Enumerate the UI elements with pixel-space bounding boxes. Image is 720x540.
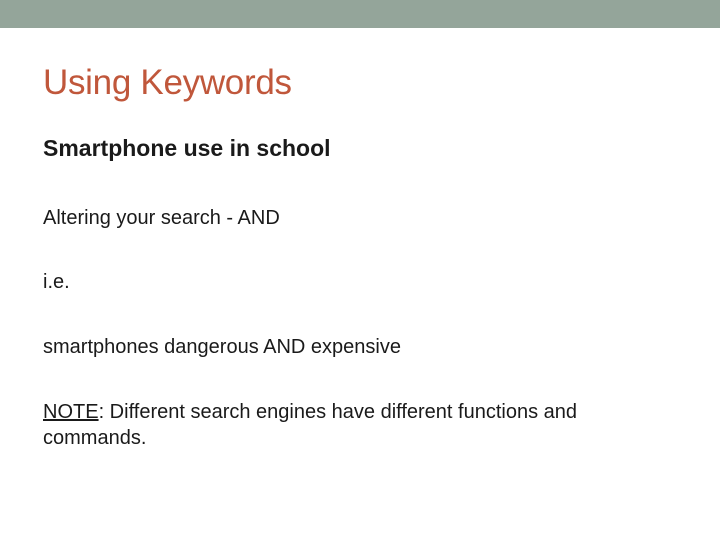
top-band bbox=[0, 0, 720, 28]
slide-body bbox=[43, 132, 683, 451]
body-line-example-query: smartphones dangerous AND expensive bbox=[43, 336, 401, 358]
note-paragraph bbox=[43, 399, 683, 451]
body-line-ie: i.e. bbox=[43, 271, 70, 293]
slide-subtitle: Smartphone use in school bbox=[43, 135, 331, 161]
note-text: : Different search engines have different functions and commands. bbox=[43, 401, 578, 449]
body-line-altering-search: Altering your search - AND bbox=[43, 207, 280, 229]
note-label: NOTE bbox=[43, 401, 99, 423]
slide-title: Using Keywords bbox=[43, 63, 292, 102]
